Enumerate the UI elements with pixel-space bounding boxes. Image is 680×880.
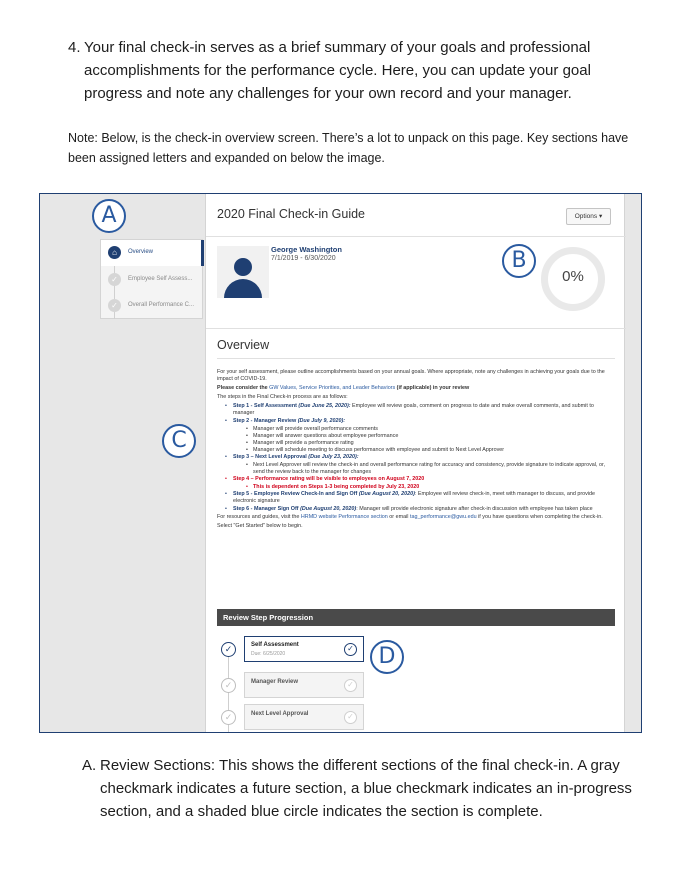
item-a-number: A. [82, 757, 97, 774]
progression-step-label: Next Level Approval [251, 711, 309, 717]
step-1-due: (Due June 25, 2020): [298, 403, 351, 409]
step-4-sub [217, 484, 615, 491]
overview-body [217, 369, 615, 532]
overview-intro: For your self assessment, please outline accomplishments based on your annual goals. Where appropriate, note any challenges in achieving your goals due to the impact of COVID-19. [217, 369, 605, 382]
step-4-text: Step 4 – Performance rating will be visible to employees on August 7, 2020 [233, 476, 425, 482]
step-2-sub: • Manager will schedule meeting to discuss performance with employee and submit to Next Level Approver [217, 447, 615, 454]
callout-c: C [162, 424, 196, 458]
step-6-label: Step 6 - Manager Sign Off [233, 506, 301, 512]
overview-consider [217, 385, 615, 392]
step-4-sub-text: This is dependent on Steps 1-3 being completed by July 23, 2020 [253, 484, 420, 490]
step-1 [217, 403, 615, 417]
step-2-sub: • Manager will provide a performance rating [217, 440, 615, 447]
step-3-label: Step 3 – Next Level Approval [233, 454, 309, 460]
progression-step-self-assessment[interactable] [244, 636, 364, 662]
callout-a: A [92, 199, 126, 233]
step-3-sub: • Next Level Approver will review the check-in and overall performance rating for accuracy and consistency, provide signature to indicate approval, or, send the review back to the manager for changes [217, 462, 615, 476]
step-2-due: (Due July 9, 2020): [297, 418, 346, 424]
progression-step-due: Due: 6/25/2020 [251, 651, 286, 657]
sidebar-item-label: Overall Performance C... [128, 302, 195, 308]
progression-step-label: Self Assessment [251, 642, 299, 648]
steps-list [217, 403, 615, 513]
sidebar-item-overall-performance[interactable] [101, 293, 204, 319]
step-3 [217, 454, 615, 461]
check-icon: ✓ [221, 678, 236, 693]
step-5 [217, 491, 615, 505]
section-a-description [82, 754, 652, 823]
divider [217, 358, 615, 359]
progress-percent: 0% [562, 268, 584, 285]
sidebar-item-label: Employee Self Assess... [128, 276, 193, 282]
step-4 [217, 476, 615, 483]
avatar [217, 246, 269, 298]
check-icon: ✓ [344, 679, 357, 692]
divider [206, 328, 626, 329]
progression-step-manager-review[interactable] [244, 672, 364, 698]
step-5-due: (Due August 20, 2020) [358, 491, 415, 497]
progression-step-label: Manager Review [251, 679, 299, 685]
review-sections-sidebar [100, 239, 203, 319]
main-panel [205, 194, 625, 733]
callout-b: B [502, 244, 536, 278]
step-2 [217, 418, 615, 425]
person-icon-head [234, 258, 252, 276]
item-a-text: Review Sections: This shows the different sections of the final check-in. A gray checkmark indicates a future section, a blue checkmark indicates an in-progress section, and a shaded blue circle indicates the section is complete. [100, 757, 632, 820]
step-5-label: Step 5 - Employee Review Check-In and Sign Off [233, 491, 359, 497]
step-6 [217, 506, 615, 513]
step-3-due: (Due July 23, 2020): [308, 454, 359, 460]
overview-heading: Overview [217, 338, 270, 352]
check-icon: ✓ [221, 710, 236, 725]
resources-prefix: For resources and guides, visit the [217, 514, 301, 520]
values-link[interactable]: GW Values, Service Priorities, and Leader Behaviors [269, 385, 396, 391]
consider-suffix: (if applicable) in your review [395, 385, 470, 391]
steps-intro: The steps in the Final Check-in process are as follows: [217, 394, 348, 400]
options-button[interactable]: Options ▾ [566, 208, 611, 225]
step-6-due: (Due August 20, 2020) [300, 506, 357, 512]
home-icon: ⌂ [108, 246, 121, 259]
check-icon: ✓ [221, 642, 236, 657]
consider-prefix: Please consider the [217, 385, 270, 391]
divider [206, 236, 626, 237]
sidebar-item-self-assessment[interactable] [101, 267, 204, 293]
check-in-screenshot [39, 193, 642, 733]
check-icon: ✓ [344, 711, 357, 724]
employee-name: George Washington [271, 245, 342, 254]
step-1-label: Step 1 - Self Assessment [233, 403, 299, 409]
note-text: Note: Below, is the check-in overview screen. There’s a lot to unpack on this page. Key sections have been assigned letters and expanded on below the image. [68, 131, 629, 165]
step-6-text: : Manager will provide electronic signature after check-in discussion with employee has taken place [356, 506, 593, 512]
intro-number: 4. [68, 39, 81, 56]
step-5-text: : Employee will review check-in, meet with manager to discuss, and provide electronic signature [233, 491, 596, 504]
intro-text: Your final check-in serves as a brief summary of your goals and professional accomplishments for the performance cycle. Here, you can update your goal progress and note any challenges for your own record and your manager. [84, 39, 591, 102]
review-step-progression-header: Review Step Progression [217, 609, 615, 626]
step-1-text: Employee will review goals, comment on progress to date and make overall comments, and submit to manager [233, 403, 594, 416]
person-icon-body [224, 279, 262, 298]
check-icon: ✓ [344, 643, 357, 656]
intro-paragraph [68, 36, 648, 105]
step-2-sub: • Manager will provide overall performance comments [217, 426, 615, 433]
resources-text [217, 514, 615, 521]
check-icon: ✓ [108, 273, 121, 286]
step-2-label: Step 2 - Manager Review [233, 418, 298, 424]
resources-mid: or email [387, 514, 410, 520]
employee-review-period: 7/1/2019 - 6/30/2020 [271, 255, 336, 262]
step-2-sub: • Manager will answer questions about employee performance [217, 433, 615, 440]
sidebar-item-label: Overview [128, 249, 154, 255]
resources-suffix: if you have questions when completing the check-in. [476, 514, 603, 520]
progression-step-next-level-approval[interactable] [244, 704, 364, 730]
check-icon: ✓ [108, 299, 121, 312]
page-title: 2020 Final Check-in Guide [217, 207, 365, 221]
sidebar-item-overview[interactable] [101, 240, 204, 266]
email-link[interactable]: tag_performance@gwu.edu [409, 514, 477, 520]
hrmd-link[interactable]: HRMD website Performance section [300, 514, 388, 520]
callout-d: D [370, 640, 404, 674]
get-started-text: Select "Get Started" below to begin. [217, 523, 303, 529]
